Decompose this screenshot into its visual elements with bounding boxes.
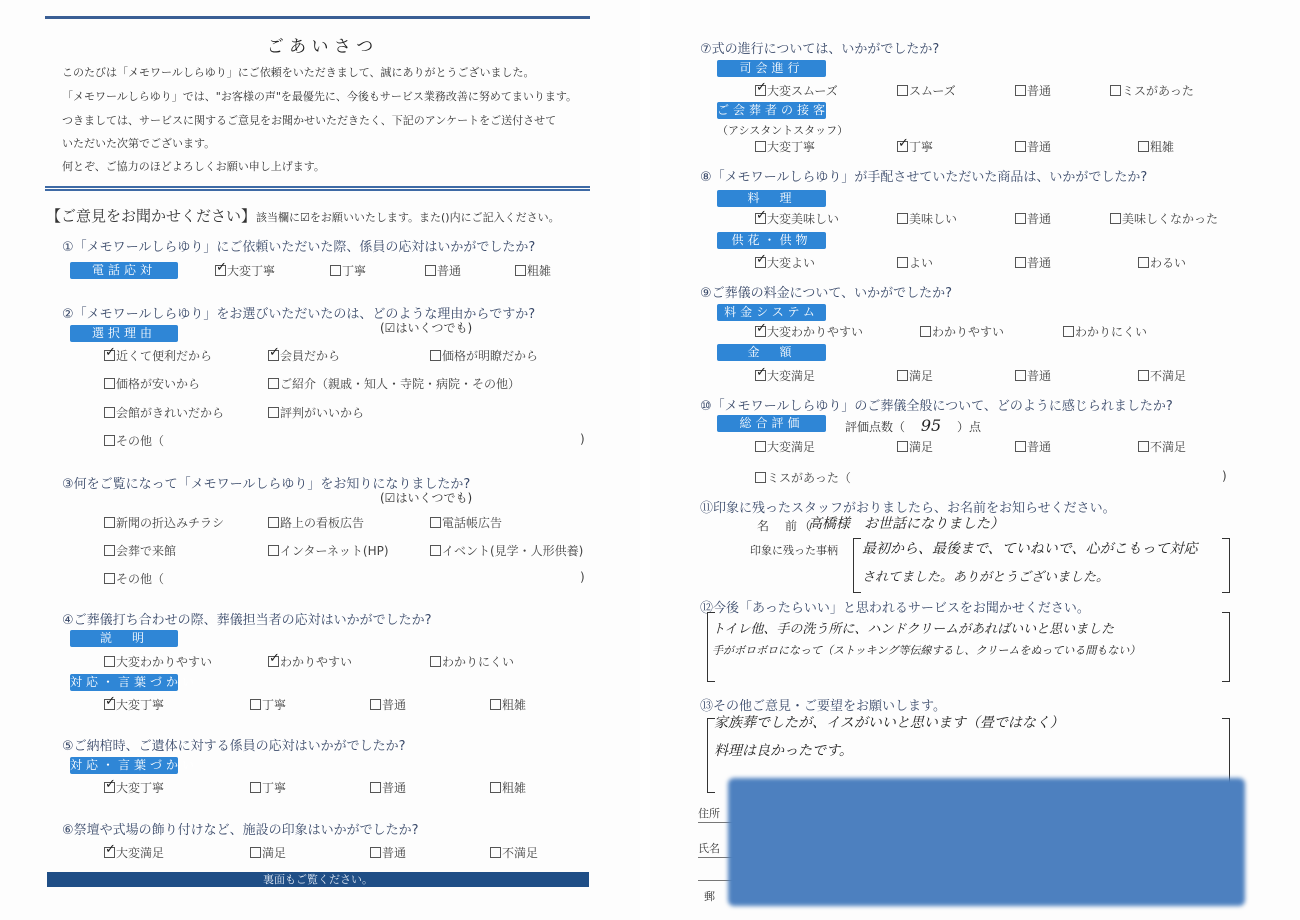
checked-checkbox[interactable] (755, 257, 766, 268)
option-label: 普通 (382, 846, 407, 860)
checkbox-option[interactable] (897, 254, 933, 271)
checked-checkbox[interactable] (755, 85, 766, 96)
checkbox-option[interactable] (104, 375, 200, 392)
question-title: ①「メモワールしらゆり」にご依頼いただいた際、係員の応対はいかがでしたか? (62, 240, 536, 255)
question-title: ②「メモワールしらゆり」をお選びいただいたのは、どのような理由からですか? (62, 307, 536, 322)
staff-name-value[interactable]: 高橋様 お世話になりました） (808, 516, 1004, 532)
greeting-line: 「メモワールしらゆり」では、"お客様の声"を最優先に、今後もサービス業務改善に努めてまいります。 (62, 90, 578, 103)
close-paren: ) (1222, 469, 1227, 483)
checkbox[interactable] (755, 441, 766, 452)
checkbox-option[interactable] (920, 323, 1004, 340)
checkbox-option[interactable] (897, 367, 933, 384)
checkbox-option[interactable] (430, 514, 502, 531)
category-label (70, 262, 178, 279)
checkbox-option[interactable] (268, 653, 352, 670)
option-label: 電話帳広告 (442, 516, 503, 530)
checkbox-option[interactable] (250, 844, 286, 861)
checkbox[interactable] (1138, 441, 1149, 452)
greeting-title: ご あ い さ つ (266, 37, 374, 57)
greeting-line: 何とぞ、ご協力のほどよろしくお願い申し上げます。 (62, 160, 325, 173)
checkbox[interactable] (268, 545, 279, 556)
option-label: 評判がいいから (280, 406, 365, 420)
checkbox[interactable] (1015, 141, 1026, 152)
checkbox-option[interactable] (1110, 210, 1218, 227)
category-label-text: ご会葬者の接客 (717, 103, 830, 117)
question-title: ⑧「メモワールしらゆり」が手配させていただいた商品は、いかがでしたか? (700, 170, 1148, 185)
category-label-text: 対応・言葉づかい (70, 675, 199, 689)
option-label: わかりやすい (280, 655, 353, 669)
checkbox-option[interactable] (268, 542, 389, 559)
option-label: 普通 (382, 781, 407, 795)
checkbox[interactable] (268, 378, 279, 389)
checkbox-option[interactable] (268, 514, 364, 531)
category-label (717, 344, 826, 361)
greeting-line: このたびは「メモワールしらゆり」にご依頼をいただきまして、誠にありがとうございました。 (62, 66, 535, 79)
checkbox-option[interactable] (897, 210, 957, 227)
checked-checkbox[interactable] (268, 656, 279, 667)
option-label: 大変よい (767, 256, 816, 270)
option-label: 価格が安いから (116, 377, 201, 391)
option-label: わかりにくい (1075, 325, 1148, 339)
q13-title: ⑬その他ご意見・ご要望をお願いします。 (700, 699, 946, 714)
name-label: 氏名 (698, 842, 720, 855)
checkbox-option[interactable] (755, 254, 815, 271)
checkbox[interactable] (1063, 326, 1074, 337)
checked-checkbox[interactable] (755, 326, 766, 337)
option-label: 路上の看板広告 (280, 516, 365, 530)
checkbox-option[interactable] (490, 844, 538, 861)
checked-checkbox[interactable] (755, 370, 766, 381)
checkbox-option[interactable] (1015, 367, 1051, 384)
category-label (717, 60, 826, 77)
category-label (717, 304, 826, 321)
checkbox[interactable] (430, 656, 441, 667)
checkbox-option[interactable] (430, 542, 583, 559)
checkbox-option[interactable] (104, 779, 164, 796)
option-label: 新聞の折込みチラシ (116, 516, 225, 530)
checkbox-option[interactable] (330, 262, 366, 279)
category-label-text: 選択理由 (91, 326, 156, 340)
checkbox-option[interactable] (1138, 367, 1186, 384)
question-title: ⑦式の進行については、いかがでしたか? (700, 42, 940, 57)
option-label: 満足 (262, 846, 287, 860)
option-label: ミスがあった (1122, 84, 1194, 98)
close-paren: ) (580, 570, 585, 584)
checkbox-option[interactable] (104, 347, 212, 364)
checked-checkbox[interactable] (897, 141, 908, 152)
checkbox[interactable] (755, 472, 766, 483)
checkbox[interactable] (370, 782, 381, 793)
checkbox-option[interactable] (104, 542, 176, 559)
checkbox-option[interactable] (370, 844, 406, 861)
checkbox[interactable] (1015, 257, 1026, 268)
option-label: 大変満足 (116, 846, 165, 860)
option-label: 美味しくなかった (1122, 212, 1219, 226)
survey-heading (46, 205, 560, 226)
checkbox-option[interactable] (755, 367, 815, 384)
option-label: インターネット(HP) (280, 544, 389, 558)
multi-select-note: (☑はいくつでも) (380, 491, 473, 505)
option-label: イベント(見学・人形供養) (442, 544, 584, 558)
multi-select-note: (☑はいくつでも) (380, 321, 473, 335)
category-label-text: 説 明 (99, 631, 148, 645)
checked-checkbox[interactable] (104, 350, 115, 361)
option-label: 丁寧 (909, 140, 934, 154)
category-label-text: 対応・言葉づかい (70, 758, 199, 772)
checkbox[interactable] (490, 782, 501, 793)
checkbox[interactable] (425, 265, 436, 276)
question-title: ④ご葬儀打ち合わせの際、葬儀担当者の応対はいかがでしたか? (62, 613, 432, 628)
checkbox[interactable] (897, 257, 908, 268)
checkbox[interactable] (250, 699, 261, 710)
option-label: 不満足 (1150, 440, 1187, 454)
option-label: 普通 (1027, 369, 1052, 383)
checkbox-option[interactable] (755, 82, 838, 99)
option-label: 粗雑 (1150, 140, 1175, 154)
checkbox[interactable] (104, 573, 115, 584)
checkbox[interactable] (1015, 85, 1026, 96)
category-label (717, 102, 830, 119)
checkbox-option[interactable] (104, 696, 164, 713)
redaction-block (728, 778, 1245, 906)
checkbox-option[interactable] (1063, 323, 1147, 340)
checkbox[interactable] (1110, 85, 1121, 96)
question-title: ③何をご覧になって「メモワールしらゆり」をお知りになりましたか? (62, 477, 471, 492)
option-label: 近くて便利だから (116, 349, 213, 363)
option-label: 丁寧 (262, 698, 287, 712)
category-label-text: 料金システム (724, 305, 819, 319)
category-label (70, 674, 199, 691)
checkbox-option[interactable] (755, 210, 839, 227)
checked-checkbox[interactable] (104, 782, 115, 793)
question-title: ⑨ご葬儀の料金について、いかがでしたか? (700, 286, 953, 301)
checkbox[interactable] (1138, 141, 1149, 152)
checkbox-option[interactable] (104, 653, 212, 670)
checkbox[interactable] (897, 370, 908, 381)
checkbox[interactable] (268, 517, 279, 528)
checkbox-option[interactable] (104, 844, 164, 861)
category-label-text: 料 理 (747, 191, 796, 205)
option-label: 大変丁寧 (116, 781, 165, 795)
option-label: スムーズ (909, 84, 956, 98)
checked-checkbox[interactable] (268, 350, 279, 361)
checkbox[interactable] (897, 441, 908, 452)
checkbox[interactable] (104, 517, 115, 528)
checkbox-option[interactable] (268, 375, 520, 392)
option-label: 会員だから (280, 349, 341, 363)
checkbox[interactable] (897, 85, 908, 96)
checkbox-option[interactable] (490, 779, 526, 796)
category-label (717, 190, 826, 207)
category-label (717, 232, 826, 249)
checkbox-option[interactable] (1015, 210, 1051, 227)
option-label: 大変美味しい (767, 212, 840, 226)
checkbox-option[interactable] (1138, 254, 1186, 271)
checkbox-option[interactable] (755, 469, 851, 486)
option-label: 大変満足 (767, 369, 816, 383)
option-label: 粗雑 (502, 781, 527, 795)
q12-title: ⑫今後「あったらいい」と思われるサービスをお聞かせください。 (700, 601, 1090, 616)
checkbox[interactable] (250, 847, 261, 858)
checkbox[interactable] (104, 378, 115, 389)
option-label: 普通 (1027, 140, 1052, 154)
option-label: 普通 (1027, 212, 1052, 226)
option-label: 普通 (1027, 256, 1052, 270)
checkbox-option[interactable] (268, 347, 340, 364)
option-label: 会館がきれいだから (116, 406, 225, 420)
option-label: 大変丁寧 (227, 264, 276, 278)
category-label-text: 司会進行 (739, 61, 804, 75)
checkbox-option[interactable] (897, 82, 956, 99)
bracket-left (853, 538, 861, 593)
checkbox[interactable] (515, 265, 526, 276)
option-label: 大変わかりやすい (116, 655, 213, 669)
category-label-text: 総合評価 (739, 416, 804, 430)
option-label: 大変丁寧 (116, 698, 165, 712)
bracket-right (1222, 538, 1230, 593)
option-label: その他（ (116, 572, 165, 586)
checkbox[interactable] (1015, 213, 1026, 224)
option-label: よい (909, 256, 934, 270)
option-label: わるい (1150, 256, 1187, 270)
checkbox[interactable] (1138, 370, 1149, 381)
option-label: 満足 (909, 369, 934, 383)
option-label: ミスがあった（ (767, 471, 851, 485)
checkbox-option[interactable] (1015, 254, 1051, 271)
option-label: わかりにくい (442, 655, 515, 669)
checkbox-option[interactable] (897, 438, 933, 455)
question-title: ⑥祭壇や式場の飾り付けなど、施設の印象はいかがでしたか? (62, 823, 419, 838)
checkbox[interactable] (490, 847, 501, 858)
checkbox-option[interactable] (755, 438, 815, 455)
option-label: 価格が明瞭だから (442, 349, 539, 363)
checkbox[interactable] (1015, 441, 1026, 452)
survey-heading-instructions: 該当欄に☑をお願いいたします。また()内にご記入ください。 (256, 211, 560, 224)
close-paren: ) (580, 432, 585, 446)
checkbox[interactable] (104, 545, 115, 556)
checkbox[interactable] (268, 407, 279, 418)
checkbox[interactable] (1015, 370, 1026, 381)
impression-line-2[interactable]: されてました。ありがとうございました。 (862, 570, 1110, 585)
checkbox-option[interactable] (430, 347, 538, 364)
checkbox[interactable] (370, 847, 381, 858)
impression-label: 印象に残った事柄 (750, 544, 838, 557)
category-sublabel: （アシスタントスタッフ） (717, 124, 849, 137)
checkbox-option[interactable] (1015, 138, 1051, 155)
checkbox[interactable] (920, 326, 931, 337)
checkbox-option[interactable] (1110, 82, 1194, 99)
q12-line-2[interactable]: 手がボロボロになって（ストッキング等伝線するし、クリームをぬっている間もない） (712, 644, 1141, 657)
checkbox[interactable] (755, 141, 766, 152)
checkbox-option[interactable] (370, 696, 406, 713)
q13-line-1[interactable]: 家族葬でしたが、イスがいいと思います（畳ではなく） (714, 715, 1064, 731)
option-label: ご紹介（親戚・知人・寺院・病院・その他） (280, 377, 521, 391)
option-label: 不満足 (502, 846, 539, 860)
score-value[interactable]: 95 (920, 416, 942, 435)
checkbox[interactable] (104, 656, 115, 667)
footer-bar (47, 872, 589, 887)
checkbox-option[interactable] (104, 570, 164, 587)
checkbox[interactable] (1138, 257, 1149, 268)
option-label: 大変丁寧 (767, 140, 816, 154)
checkbox[interactable] (104, 407, 115, 418)
greeting-line: つきましては、サービスに関するご意見をお聞かせいただきたく、下記のアンケートをご送付させて (62, 114, 557, 127)
checkbox-option[interactable] (490, 696, 526, 713)
checked-checkbox[interactable] (104, 847, 115, 858)
option-label: 普通 (382, 698, 407, 712)
category-label-text: 金 額 (747, 345, 796, 359)
category-label-text: 電話応対 (91, 263, 156, 277)
checkbox-option[interactable] (104, 514, 224, 531)
checkbox-option[interactable] (755, 323, 863, 340)
category-label (70, 630, 178, 647)
q12-line-1[interactable]: トイレ他、手の洗う所に、ハンドクリームがあればいいと思いました (712, 622, 1115, 637)
staff-name-label: 名 前（ (757, 519, 814, 533)
checkbox[interactable] (104, 435, 115, 446)
checkbox-option[interactable] (430, 653, 514, 670)
survey-heading-main: 【ご意見をお聞かせください】 (46, 207, 257, 225)
checkbox[interactable] (897, 213, 908, 224)
option-label: 満足 (909, 440, 934, 454)
checkbox-option[interactable] (250, 779, 286, 796)
checkbox-option[interactable] (250, 696, 286, 713)
option-label: 粗雑 (502, 698, 527, 712)
checkbox-option[interactable] (755, 138, 815, 155)
checkbox[interactable] (430, 545, 441, 556)
checkbox[interactable] (330, 265, 341, 276)
question-title: ⑩「メモワールしらゆり」のご葬儀全般について、どのように感じられましたか? (700, 399, 1173, 414)
option-label: 美味しい (909, 212, 958, 226)
checkbox-option[interactable] (1138, 438, 1186, 455)
score-prefix: 評価点数（ (845, 420, 906, 434)
option-label: 大変満足 (767, 440, 816, 454)
checkbox-option[interactable] (515, 262, 551, 279)
postal-label: 郵 (704, 890, 715, 903)
option-label: わかりやすい (932, 325, 1005, 339)
category-label (70, 757, 199, 774)
greeting-line: いただいた次第でございます。 (62, 137, 216, 150)
option-label: 大変わかりやすい (767, 325, 864, 339)
checkbox[interactable] (430, 350, 441, 361)
question-title: ⑤ご納棺時、ご遺体に対する係員の応対はいかがでしたか? (62, 739, 406, 754)
option-label: 丁寧 (342, 264, 367, 278)
option-label: 普通 (1027, 84, 1052, 98)
checkbox-option[interactable] (425, 262, 461, 279)
checkbox-option[interactable] (1015, 82, 1051, 99)
checkbox-option[interactable] (1015, 438, 1051, 455)
checkbox[interactable] (250, 782, 261, 793)
bracket-right (1222, 612, 1230, 682)
checkbox[interactable] (370, 699, 381, 710)
category-label (717, 415, 826, 432)
checkbox-option[interactable] (1138, 138, 1174, 155)
impression-line-1[interactable]: 最初から、最後まで、ていねいで、心がこもって対応 (862, 541, 1198, 557)
checkbox[interactable] (1110, 213, 1121, 224)
q13-line-2[interactable]: 料理は良かったです。 (714, 743, 853, 759)
option-label: 丁寧 (262, 781, 287, 795)
address-label: 住所 (698, 807, 720, 820)
option-label: 粗雑 (527, 264, 552, 278)
checkbox-option[interactable] (370, 779, 406, 796)
checkbox[interactable] (430, 517, 441, 528)
checked-checkbox[interactable] (755, 213, 766, 224)
option-label: 普通 (437, 264, 462, 278)
checkbox-option[interactable] (897, 138, 933, 155)
section-divider (45, 186, 590, 191)
score-field (845, 416, 981, 435)
checked-checkbox[interactable] (215, 265, 226, 276)
checkbox-option[interactable] (104, 404, 224, 421)
score-suffix: ）点 (957, 420, 982, 434)
option-label: 不満足 (1150, 369, 1187, 383)
category-label-text: 供花・供物 (731, 233, 812, 247)
top-rule (45, 16, 590, 19)
checkbox-option[interactable] (268, 404, 364, 421)
category-label (70, 325, 178, 342)
checkbox-option[interactable] (215, 262, 275, 279)
q11-title: ⑪印象に残ったスタッフがおりましたら、お名前をお知らせください。 (700, 501, 1116, 516)
footer-text: 裏面もご覧ください。 (263, 873, 373, 886)
option-label: その他（ (116, 434, 165, 448)
checkbox-option[interactable] (104, 432, 164, 449)
option-label: 大変スムーズ (767, 84, 838, 98)
checkbox[interactable] (490, 699, 501, 710)
checked-checkbox[interactable] (104, 699, 115, 710)
option-label: 普通 (1027, 440, 1052, 454)
option-label: 会葬で来館 (116, 544, 177, 558)
